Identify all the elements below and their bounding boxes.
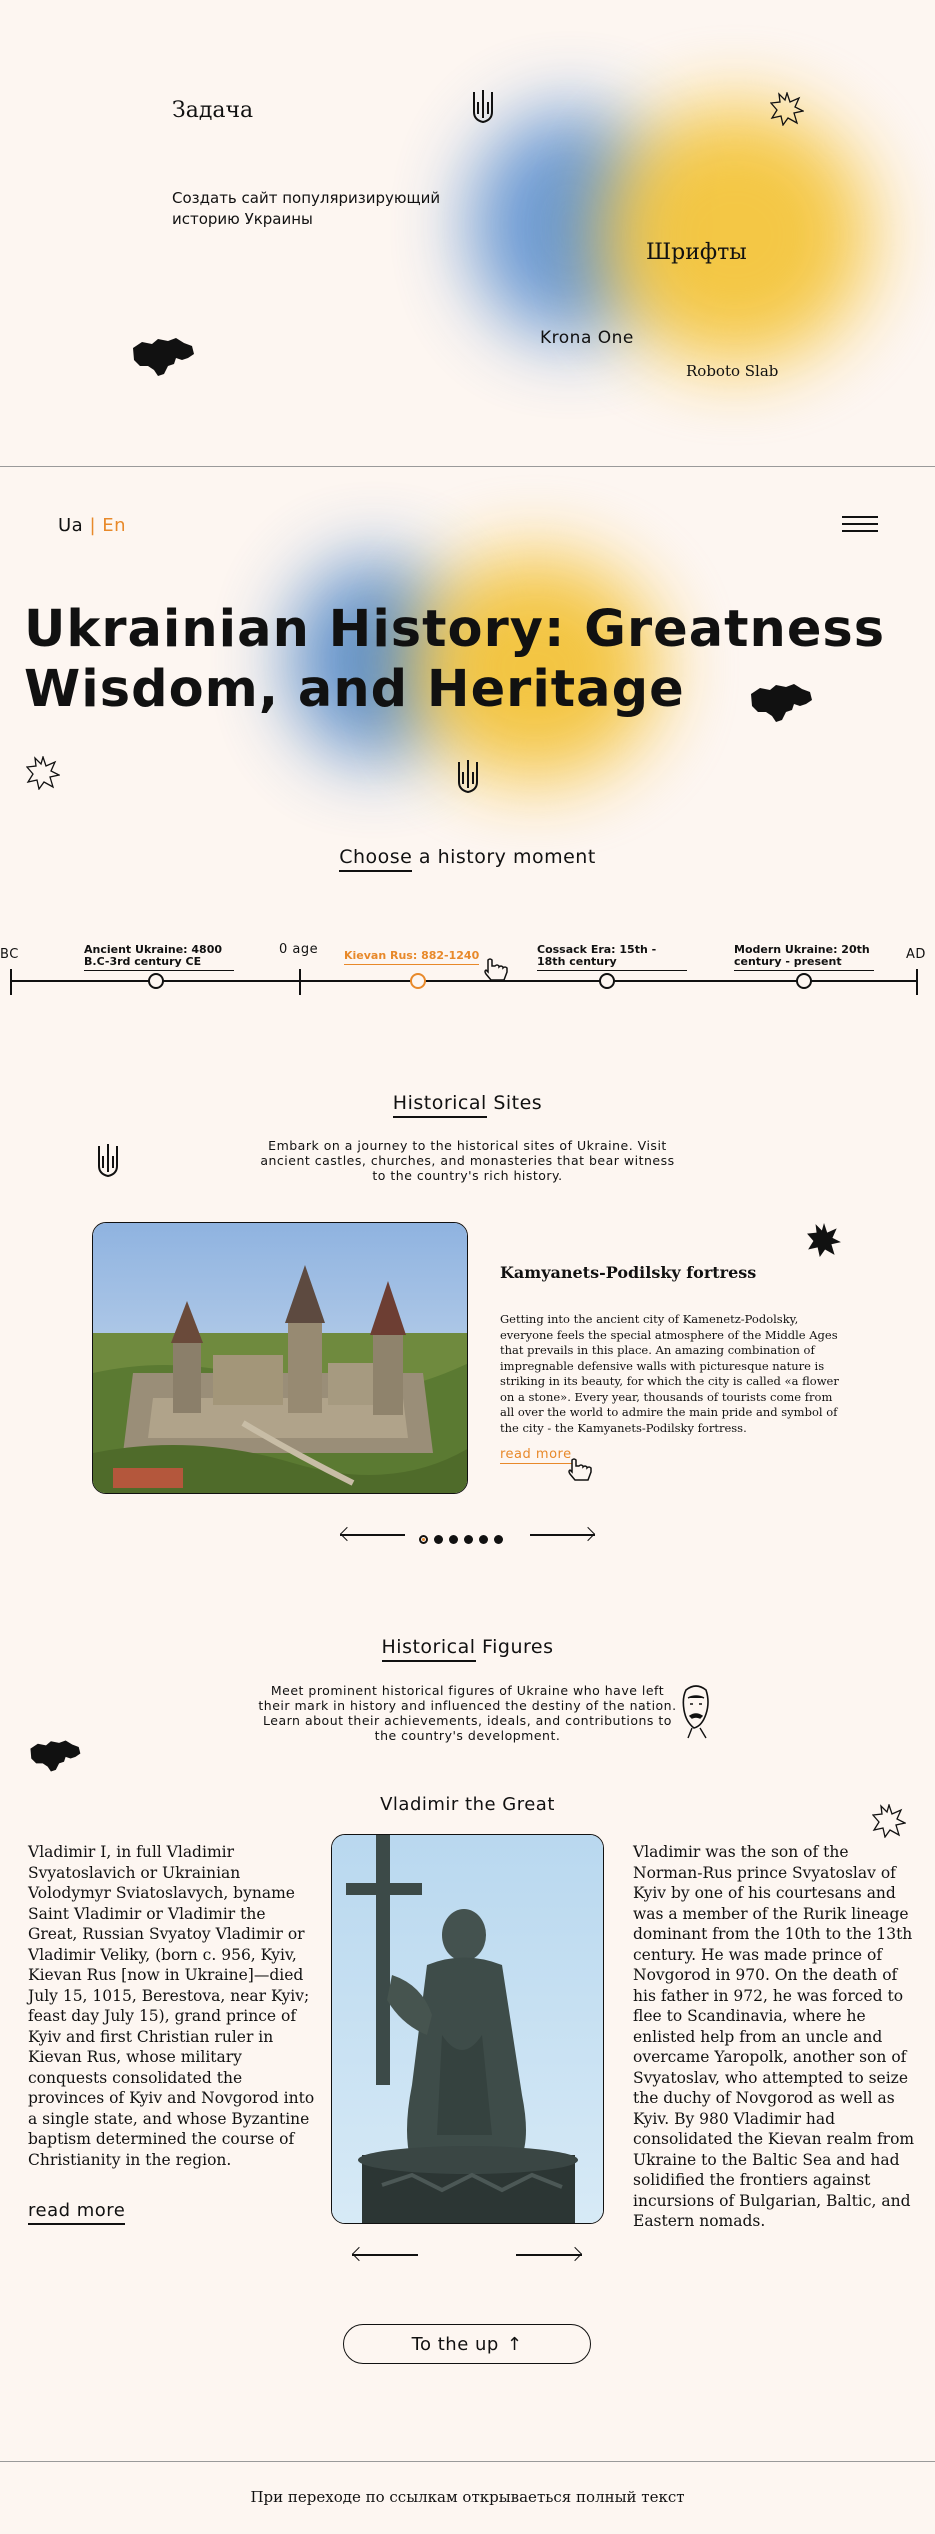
era-dot-modern[interactable] [796, 973, 812, 989]
figure-bio-left: Vladimir I, in full Vladimir Svyatoslavich or Ukrainian Volodymyr Sviatoslavych, byname Saint Vladimir or Vladimir the Great, Russian Svyatoy Vladimir or Vladimir Veliky, (born c. 956, Kyiv, Kievan Rus [now in Ukraine]—died July 15, 1015, Berestova, near Kyiv; feast day July 15), grand prince of Kyiv and first Christian ruler in Kievan Rus, whose military conquests consolidated the provinces of Kyiv and Novgorod into a single state, and whose Byzantine baptism determined the course of Christianity in the region. [28, 1843, 315, 2169]
star-burst-icon-hero [26, 756, 60, 790]
ukraine-map-icon [130, 336, 196, 378]
sites-heading-rest: Sites [486, 1092, 543, 1114]
font-sample-krona: Krona One [540, 328, 634, 348]
site-card-text: Getting into the ancient city of Kamenetz-Podolsky, everyone feels the special atmosphere of the Middle Ages that prevails in this place. An amazing combination of impregnable defensive walls with picturesque nature is striking in its beauty, for which the city is called «a flower on a stone». Every year, thousands of tourists come from all over the world to admire the main pride and symbol of the city - the Kamyanets-Podilsky fortress. [500, 1312, 839, 1435]
hero-title-line-2: Wisdom, and Heritage [24, 660, 685, 719]
carousel-dot[interactable] [494, 1535, 503, 1544]
lang-separator: | [89, 515, 97, 536]
figure-photo [331, 1834, 604, 2224]
figure-read-more-link[interactable]: read more [28, 2200, 125, 2225]
gradient-blob-yellow [600, 105, 870, 365]
timeline-bc: BC [0, 947, 19, 962]
carousel-next-arrowhead [581, 1527, 595, 1541]
site-read-more-link[interactable]: read more [500, 1447, 572, 1462]
ukraine-map-icon-hero [748, 682, 814, 724]
timeline-zero: 0 age [279, 942, 319, 957]
sites-intro: Embark on a journey to the historical sites of Ukraine. Visit ancient castles, churches, and monasteries that bear witness to the country's rich history. [260, 1138, 675, 1183]
trident-icon [470, 88, 496, 126]
carousel-dot[interactable] [449, 1535, 458, 1544]
footer-note: При переходе по ссылкам открываеться полный текст [250, 2488, 685, 2506]
timeline-heading-underlined: Choose [339, 846, 412, 872]
timeline-heading [0, 846, 935, 868]
era-label-ancient[interactable]: Ancient Ukraine: 4800 B.C-3rd century CE [84, 944, 234, 971]
star-burst-icon-figures [872, 1804, 906, 1838]
timeline-zero-tick [299, 969, 301, 995]
star-burst-filled-icon [806, 1222, 842, 1258]
ukraine-map-icon-figures [28, 1738, 82, 1774]
era-dot-ancient[interactable] [148, 973, 164, 989]
fortress-image [93, 1223, 468, 1494]
era-label-kievan-rus[interactable]: Kievan Rus: 882-1240 [344, 950, 479, 965]
carousel-dots [416, 1529, 506, 1548]
vladimir-statue-image [332, 1835, 604, 2224]
figures-heading-underlined: Historical [382, 1636, 476, 1662]
star-burst-icon [770, 92, 804, 126]
task-title: Задача [172, 98, 254, 123]
figures-intro: Meet prominent historical figures of Ukraine who have left their mark in history and influenced the destiny of the nation. Learn about their achievements, ideals, and contributions to the country's development. [258, 1683, 677, 1743]
figure-name: Vladimir the Great [380, 1794, 555, 1815]
carousel-dot[interactable] [434, 1535, 443, 1544]
lang-ua[interactable]: Ua [58, 515, 84, 536]
trident-icon-sites [95, 1142, 121, 1180]
fortress-photo [92, 1222, 468, 1494]
figures-heading [0, 1636, 935, 1658]
carousel-prev-arrowhead [340, 1527, 354, 1541]
trident-icon-hero [455, 758, 481, 796]
figure-next-arrowhead [568, 2247, 582, 2261]
sites-heading-underlined: Historical [393, 1092, 487, 1118]
timeline-axis [10, 980, 918, 982]
carousel-dot-active[interactable] [419, 1535, 428, 1544]
timeline-ad: AD [906, 947, 926, 962]
pointer-hand-icon-sites [568, 1458, 594, 1482]
language-switcher [58, 515, 126, 536]
figure-bio-right: Vladimir was the son of the Norman-Rus prince Svyatoslav of Kyiv by one of his courtesans and was a member of the Rurik lineage dominant from the 10th to the 13th century. He was made prince of Novgorod in 970. On the death of his father in 972, he was forced to flee to Scandinavia, where he enlisted help from an uncle and overcame Yaropolk, another son of Svyatoslav, who attempted to seize the duchy of Novgorod as well as Kyiv. By 980 Vladimir had consolidated the Kievan realm from Ukraine to the Baltic Sea and had solidified the frontiers against incursions of Bulgarian, Baltic, and Eastern nomads. [633, 1843, 915, 2230]
portrait-sketch-icon [676, 1682, 716, 1740]
carousel-dot[interactable] [464, 1535, 473, 1544]
site-card-title: Kamyanets-Podilsky fortress [500, 1263, 757, 1282]
section-divider [0, 466, 935, 467]
to-top-button[interactable] [343, 2324, 591, 2364]
menu-icon[interactable] [842, 516, 878, 534]
figures-heading-rest: Figures [475, 1636, 554, 1658]
carousel-dot[interactable] [479, 1535, 488, 1544]
footer-divider [0, 2461, 935, 2462]
sites-heading [0, 1092, 935, 1114]
era-dot-kievan-rus[interactable] [410, 973, 426, 989]
task-text: Создать сайт популяризирующий историю Украины [172, 189, 441, 228]
font-sample-roboto-slab: Roboto Slab [686, 362, 779, 380]
era-label-cossack[interactable]: Cossack Era: 15th - 18th century [537, 944, 687, 971]
arrow-up-icon: ↑ [506, 2333, 523, 2355]
figure-prev-arrowhead [352, 2247, 366, 2261]
to-top-label: To the up [411, 2333, 499, 2355]
lang-en[interactable]: En [102, 515, 127, 536]
timeline-start-tick [10, 969, 12, 995]
pointer-hand-icon [484, 958, 510, 982]
era-dot-cossack[interactable] [599, 973, 615, 989]
timeline-heading-rest: a history moment [412, 846, 596, 868]
era-label-modern[interactable]: Modern Ukraine: 20th century - present [734, 944, 874, 971]
hero-title-line-1: Ukrainian History: Greatness [24, 600, 886, 659]
fonts-title: Шрифты [646, 240, 747, 265]
timeline-end-tick [916, 969, 918, 995]
